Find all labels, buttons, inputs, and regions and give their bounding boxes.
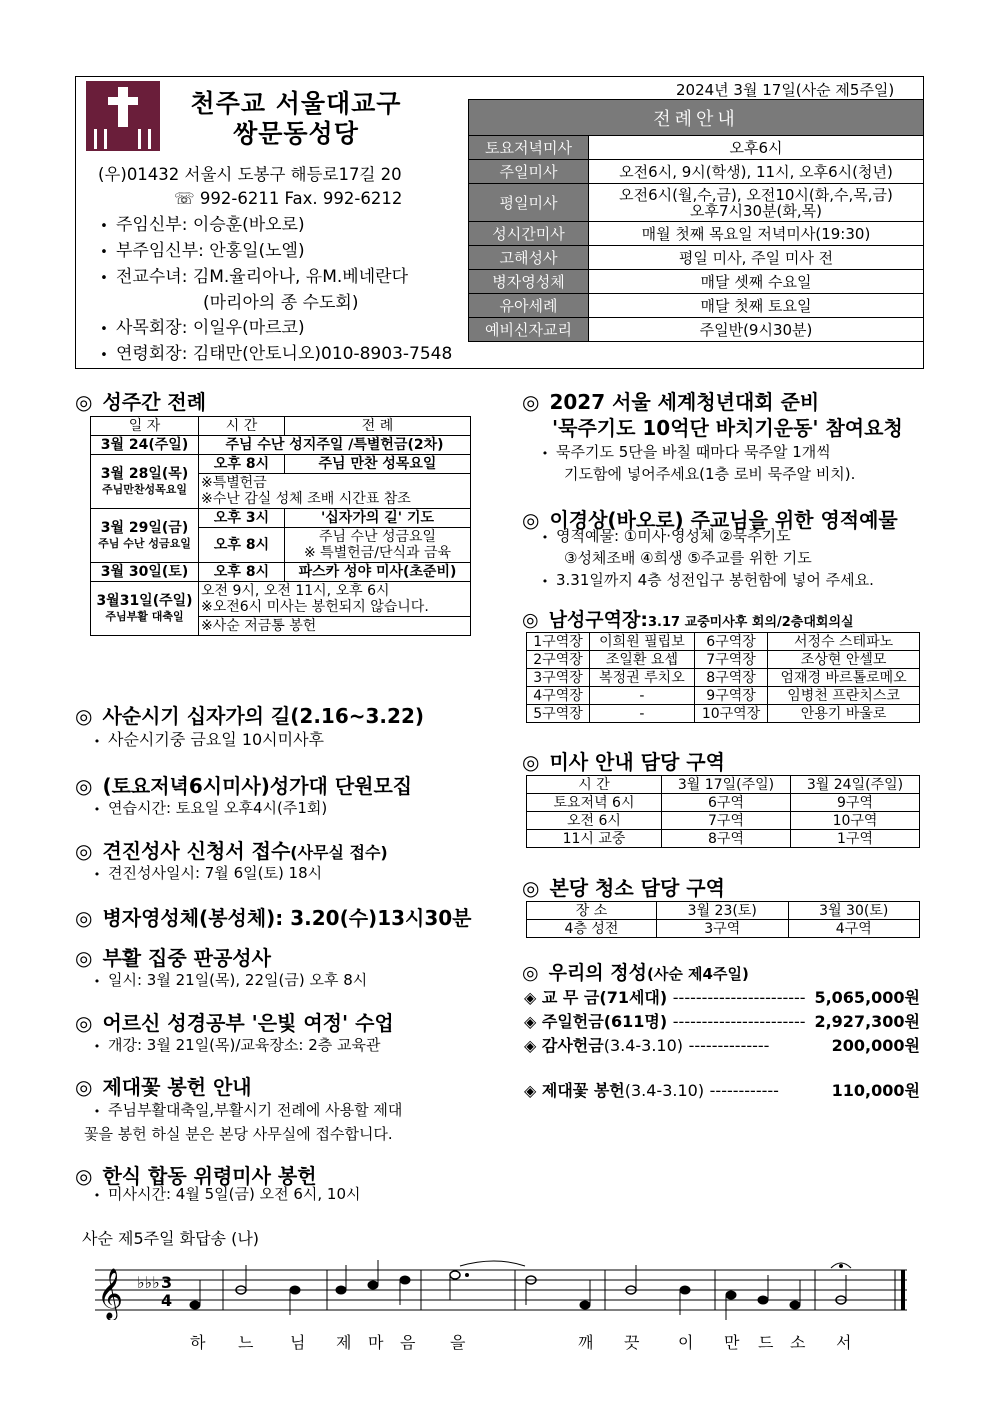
- wyd-detail: • 묵주기도 5단을 바칠 때마다 묵주알 1개씩: [541, 443, 831, 461]
- altar-flowers-detail-2: 꽃을 봉헌 하실 분은 본당 사무실에 접수합니다.: [84, 1125, 393, 1143]
- section-confession: ◎ 부활 집중 판공성사: [75, 946, 271, 970]
- header-box: [75, 76, 924, 369]
- bulletin-date: 2024년 3월 17일(사순 제5주일): [676, 81, 895, 99]
- section-altar-flowers: ◎ 제대꽃 봉헌 안내: [75, 1075, 252, 1099]
- choir-detail: • 연습시간: 토요일 오후4시(주1회): [93, 799, 328, 817]
- table-row: 2구역장 조일환 요셉 7구역장 조상현 안셀모: [527, 651, 920, 669]
- bishop-detail: • 영적예물: ①미사·영성체 ②묵주기도: [541, 527, 791, 545]
- confession-detail: • 일시: 3월 21일(목), 22일(금) 오후 8시: [93, 971, 368, 989]
- table-row: 장 소 3월 23(토) 3월 30(토): [527, 902, 920, 920]
- memorial-mass-detail: • 미사시간: 4월 5일(금) 오전 6시, 10시: [93, 1185, 361, 1203]
- svg-text:3: 3: [161, 1273, 173, 1292]
- phone: ☏ 992-6211 Fax. 992-6212: [174, 189, 403, 208]
- list-item: • 주임신부: 이승훈(바오로): [100, 215, 305, 235]
- offering-row: ◈ 제대꽃 봉헌(3.4-3.10) ------------ 110,000원: [524, 1081, 920, 1100]
- bishop-detail-2: ③성체조배 ④희생 ⑤주교를 위한 기도: [564, 549, 812, 567]
- list-item: (마리아의 종 수도회): [203, 293, 359, 313]
- table-row: 1구역장 이희원 필립보 6구역장 서정수 스테파노: [527, 633, 920, 651]
- svg-text:𝄞: 𝄞: [97, 1268, 124, 1319]
- svg-text:♭♭♭: ♭♭♭: [137, 1273, 160, 1292]
- lyric-syllable: 하: [190, 1333, 206, 1352]
- psalm-title: 사순 제5주일 화답송 (나): [82, 1229, 260, 1248]
- holy-week-table: 일 자 시 간 전 례 3월 24(주일) 주님 수난 성지주일 /특별헌금(2차) 3월 28일(목) 주님만찬성목요일 오후 8시 주님 만찬 성목요일 ※특별헌금 ※수난 감실 성체 조배 시간표 참조 3월 29일(금) 주님 수난 성금요일 오후 3시 '십자가의 길' 기도 오후 8시 주님 수난 성금요일 ※ 특별헌금/단식과 금육 3월 30일(토) 오후 8시 파스카 성야 미사(초준비) 3월31일(주일) 주님부활 대축일 오전 9시, 오전 11시, 오후 6시 ※오전6시 미사는 봉헌되지 않습니다. ※사순 저금통 봉헌: [90, 416, 471, 636]
- lyric-syllable: 드: [758, 1333, 774, 1352]
- address: (우)01432 서울시 도봉구 해등로17길 20: [98, 165, 402, 184]
- parish-logo: [86, 81, 160, 151]
- list-item: • 부주임신부: 안홍일(노엘): [100, 241, 305, 261]
- cleaning-table: [526, 901, 920, 938]
- section-holy-week: ◎ 성주간 전례: [75, 390, 207, 414]
- table-row: 11시 교중 8구역 1구역: [527, 830, 920, 848]
- section-district-leaders: ◎ 남성구역장:3.17 교중미사후 회의/2층대회의실: [522, 609, 854, 631]
- section-bible-study: ◎ 어르신 성경공부 '은빛 여정' 수업: [75, 1011, 394, 1035]
- list-item: • 전교수녀: 김M.율리아나, 유M.베네란다: [100, 267, 408, 287]
- liturgy-table: 전례안내 토요저녁미사 오후6시 주일미사 오전6시, 9시(학생), 11시, 오후6시(청년) 평일미사 오전6시(월,수,금), 오전10시(화,수,목,금) 오후7시30분(화,목) 성시간미사 매월 첫째 목요일 저녁미사(19:30) 고해성사 평일 미사, 주일 미사 전 병자영성체 매달 셋째 수요일 유아세례 매달 첫째 토요일 예비신자교리 주일반(9시30분): [468, 99, 924, 342]
- table-row: 오전 6시 7구역 10구역: [527, 812, 920, 830]
- section-offerings: ◎ 우리의 정성(사순 제4주일): [522, 962, 749, 984]
- section-cleaning: ◎ 본당 청소 담당 구역: [522, 876, 725, 900]
- lyric-syllable: 을: [450, 1333, 466, 1352]
- parish-title: 천주교 서울대교구 쌍문동성당: [190, 89, 402, 148]
- section-bishop: ◎ 이경상(바오로) 주교님을 위한 영적예물: [522, 508, 898, 532]
- lyric-syllable: 소: [790, 1333, 806, 1352]
- wyd-detail-2: 기도함에 넣어주세요(1층 로비 묵주알 비치).: [564, 465, 856, 483]
- section-choir: ◎ (토요저녁6시미사)성가대 단원모집: [75, 774, 413, 798]
- confirmation-detail: • 견진성사일시: 7월 6일(토) 18시: [93, 864, 323, 882]
- offering-row: ◈ 감사헌금(3.4-3.10) -------------- 200,000원: [524, 1036, 920, 1055]
- table-row: 5구역장 - 10구역장 안용기 바울로: [527, 705, 920, 723]
- lyric-syllable: 만: [724, 1333, 740, 1352]
- table-row: 시 간 3월 17일(주일) 3월 24일(주일): [527, 776, 920, 794]
- table-row: 토요저녁 6시 6구역 9구역: [527, 794, 920, 812]
- section-wyd-2: '묵주기도 10억단 바치기운동' 참여요청: [552, 416, 903, 440]
- stations-detail: • 사순시기중 금요일 10시미사후: [93, 730, 325, 749]
- table-row: 4층 성전 3구역 4구역: [527, 920, 920, 938]
- lyric-syllable: 끗: [624, 1333, 640, 1352]
- lyric-syllable: 느: [238, 1333, 254, 1352]
- mass-guide-table: [526, 775, 920, 848]
- offering-row: ◈ 교 무 금(71세대) ----------------------- 5,065,000원: [524, 988, 920, 1007]
- list-item: • 사목회장: 이일우(마르코): [100, 318, 305, 338]
- table-row: 3구역장 복정권 루치오 8구역장 엄재경 바르톨로메오: [527, 669, 920, 687]
- bishop-detail-3: • 3.31일까지 4층 성전입구 봉헌함에 넣어 주세요.: [541, 571, 874, 589]
- section-sick-communion: ◎ 병자영성체(봉성체): 3.20(수)13시30분: [75, 906, 472, 930]
- section-wyd: ◎ 2027 서울 세계청년대회 준비: [522, 390, 820, 414]
- section-mass-guide: ◎ 미사 안내 담당 구역: [522, 750, 725, 774]
- staff-list: [92, 213, 452, 368]
- liturgy-title: 전례안내: [469, 100, 924, 136]
- altar-flowers-detail: • 주님부활대축일,부활시기 전례에 사용할 제대: [93, 1101, 403, 1119]
- section-stations: ◎ 사순시기 십자가의 길(2.16~3.22): [75, 704, 424, 728]
- svg-text:4: 4: [161, 1291, 173, 1310]
- lyric-syllable: 이: [678, 1333, 694, 1352]
- lyric-syllable: 깨: [578, 1333, 594, 1352]
- bible-study-detail: • 개강: 3월 21일(목)/교육장소: 2층 교육관: [93, 1036, 381, 1054]
- lyric-syllable: 서: [836, 1333, 852, 1352]
- district-table: [526, 632, 920, 723]
- lyric-syllable: 님: [290, 1333, 306, 1352]
- offering-row: ◈ 주일헌금(611명) ----------------------- 2,927,300원: [524, 1012, 920, 1031]
- table-row: 4구역장 - 9구역장 임병천 프란치스코: [527, 687, 920, 705]
- section-memorial-mass: ◎ 한식 합동 위령미사 봉헌: [75, 1164, 317, 1188]
- lyric-syllable: 제: [336, 1333, 352, 1352]
- lyric-syllable: 음: [400, 1333, 416, 1352]
- list-item: • 연령회장: 김태만(안토니오)010-8903-7548: [100, 344, 453, 364]
- section-confirmation: ◎ 견진성사 신청서 접수(사무실 접수): [75, 839, 388, 863]
- music-staff: [95, 1260, 915, 1320]
- lyric-syllable: 마: [368, 1333, 384, 1352]
